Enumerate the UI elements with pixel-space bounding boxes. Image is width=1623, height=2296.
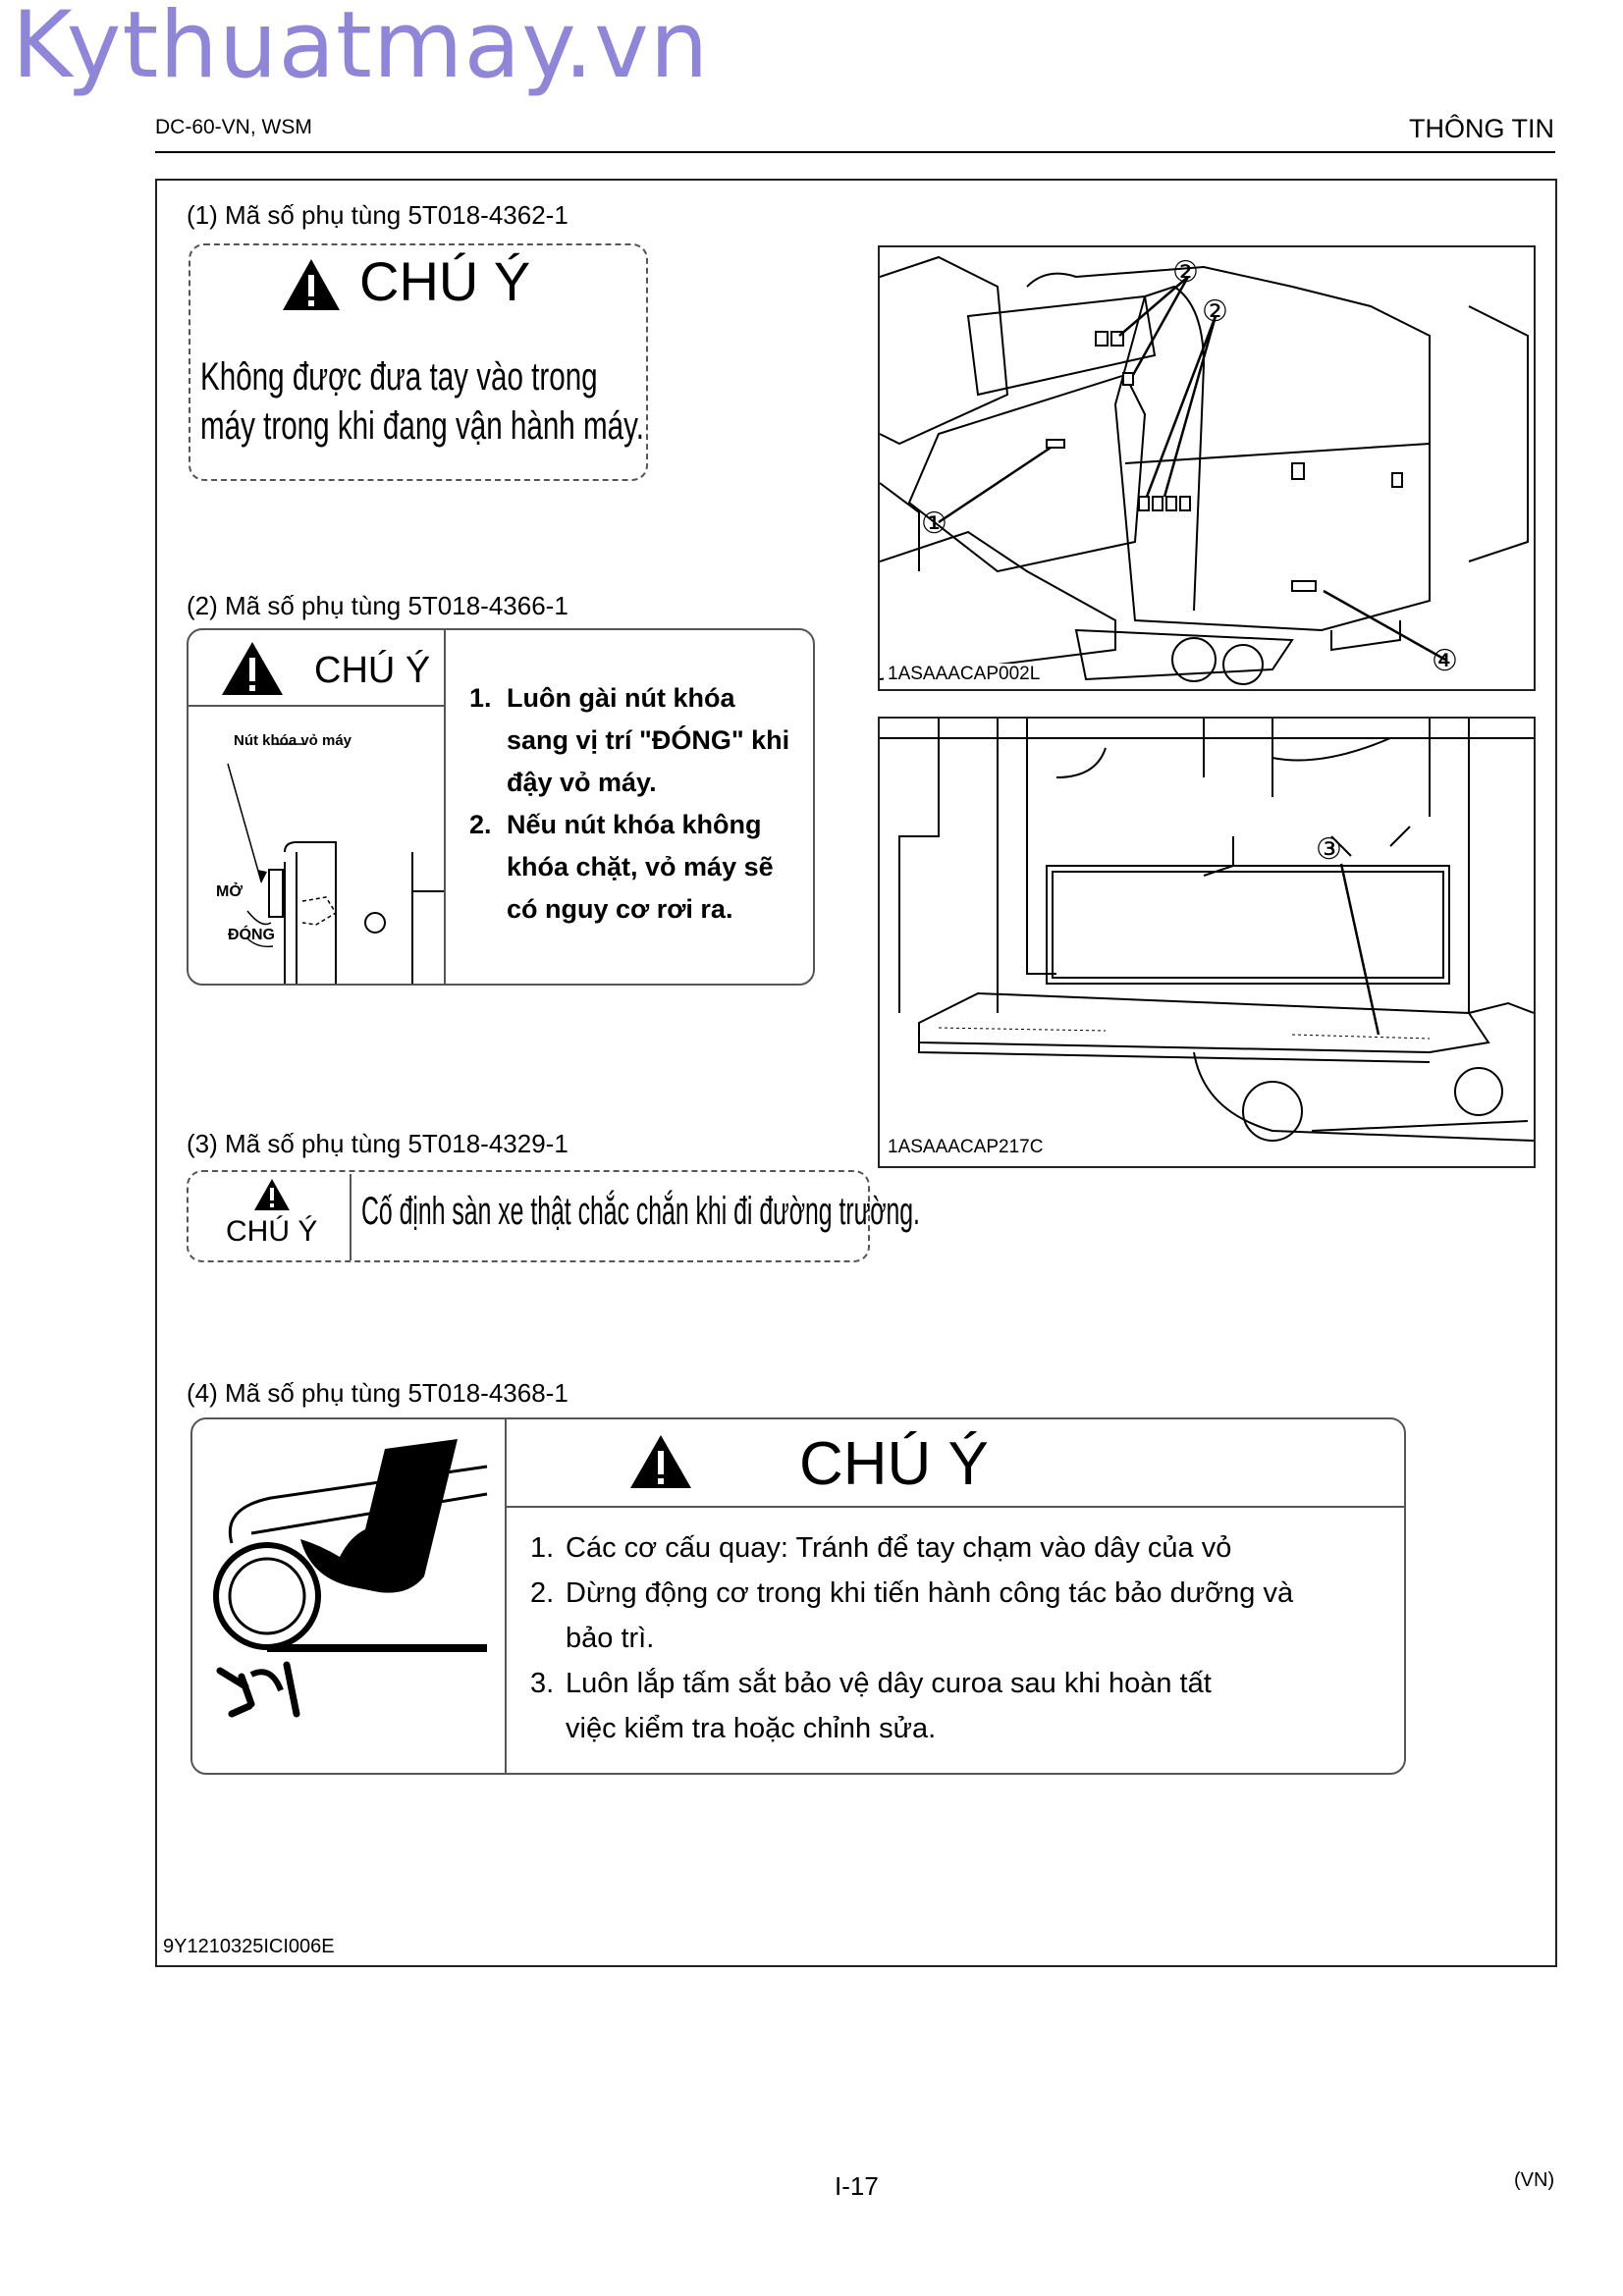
- label4-item-line: Dừng động cơ trong khi tiến hành công tác bảo dưỡng và: [566, 1577, 1294, 1609]
- label1-caption: (1) Mã số phụ tùng 5T018-4362-1: [187, 200, 568, 230]
- label4-divider: [505, 1419, 507, 1773]
- label2-caption: (2) Mã số phụ tùng 5T018-4366-1: [187, 591, 568, 620]
- header-doc-id: DC-60-VN, WSM: [155, 116, 312, 138]
- label4-list: [530, 1525, 1293, 1751]
- label3-caption: (3) Mã số phụ tùng 5T018-4329-1: [187, 1129, 568, 1158]
- callout-3: ③: [1316, 833, 1342, 866]
- language-tag: (VN): [1514, 2169, 1555, 2191]
- page-number: I-17: [835, 2171, 879, 2201]
- label4-header-rule: [505, 1506, 1404, 1508]
- label2-item-line: sang vị trí "ĐÓNG" khi: [507, 725, 790, 755]
- label4-caption: (4) Mã số phụ tùng 5T018-4368-1: [187, 1378, 568, 1408]
- label4-item-line: Các cơ cấu quay: Tránh để tay chạm vào dây của vỏ: [566, 1532, 1232, 1564]
- label4-item-line: bảo trì.: [566, 1623, 655, 1654]
- label2-item-num: 2.: [469, 810, 492, 839]
- label4-item-num: 1.: [530, 1532, 555, 1564]
- callout-2b: ②: [1202, 295, 1228, 328]
- label2-decal: [187, 628, 815, 986]
- label2-list: [469, 677, 789, 931]
- label1-title: CHÚ Ý: [359, 250, 531, 312]
- label3-title: CHÚ Ý: [226, 1215, 318, 1248]
- warning-triangle-icon: [220, 640, 285, 697]
- warning-triangle-icon: [628, 1433, 693, 1490]
- label2-item-num: 1.: [469, 683, 492, 713]
- label2-item: [469, 804, 789, 931]
- belt-hand-hazard-icon: [192, 1419, 505, 1773]
- step-floor-illustration: [880, 719, 1534, 1166]
- label4-title: CHÚ Ý: [799, 1430, 989, 1498]
- warning-triangle-icon: [253, 1178, 291, 1211]
- header-rule: [155, 151, 1555, 153]
- label2-item-line: Nếu nút khóa không: [507, 810, 762, 839]
- label2-title: CHÚ Ý: [314, 650, 431, 691]
- callout-4: ④: [1432, 645, 1458, 677]
- figure-step-floor: [878, 717, 1536, 1168]
- label1-line2: máy trong khi đang vận hành máy.: [200, 404, 644, 448]
- figure-top-code: 1ASAAACAP002L: [884, 664, 1044, 685]
- label4-item-num: 3.: [530, 1668, 555, 1699]
- label4-item: [530, 1661, 1293, 1751]
- label3-decal: [187, 1170, 920, 1262]
- callout-1: ①: [921, 507, 947, 540]
- label2-fig-label-open: MỞ: [216, 883, 243, 900]
- label3-text: Cố định sàn xe thật chắc chắn khi đi đường trường.: [361, 1190, 920, 1233]
- header-section: THÔNG TIN: [1409, 114, 1554, 143]
- label1-line1: Không được đưa tay vào trong: [200, 355, 598, 399]
- warning-triangle-icon: [281, 257, 342, 312]
- label4-item-line: Luôn lắp tấm sắt bảo vệ dây curoa sau khi hoàn tất: [566, 1668, 1212, 1699]
- doc-code: 9Y1210325ICI006E: [163, 1936, 335, 1957]
- label1-decal: [189, 243, 648, 481]
- label2-fig-label-lock: Nút khóa vỏ máy: [234, 732, 352, 749]
- figure-bottom-code: 1ASAAACAP217C: [884, 1137, 1047, 1158]
- label3-divider: [350, 1174, 352, 1260]
- callout-2a: ②: [1172, 256, 1199, 289]
- label2-fig-label-close: ĐÓNG: [228, 927, 275, 943]
- label2-item-line: đậy vỏ máy.: [507, 768, 657, 797]
- label2-item: [469, 677, 789, 804]
- label4-decal: [190, 1417, 1406, 1775]
- label4-item: [530, 1525, 1293, 1571]
- label2-item-line: khóa chặt, vỏ máy sẽ: [507, 852, 774, 881]
- label2-item-line: Luôn gài nút khóa: [507, 683, 735, 713]
- latch-illustration: [189, 705, 444, 984]
- watermark: Kythuatmay.vn: [12, 0, 710, 99]
- label2-divider: [444, 630, 446, 984]
- label4-item-num: 2.: [530, 1577, 555, 1609]
- figure-machine-side: [878, 245, 1536, 691]
- label4-item: [530, 1571, 1293, 1661]
- label2-item-line: có nguy cơ rơi ra.: [507, 894, 733, 924]
- label4-item-line: việc kiểm tra hoặc chỉnh sửa.: [566, 1713, 937, 1744]
